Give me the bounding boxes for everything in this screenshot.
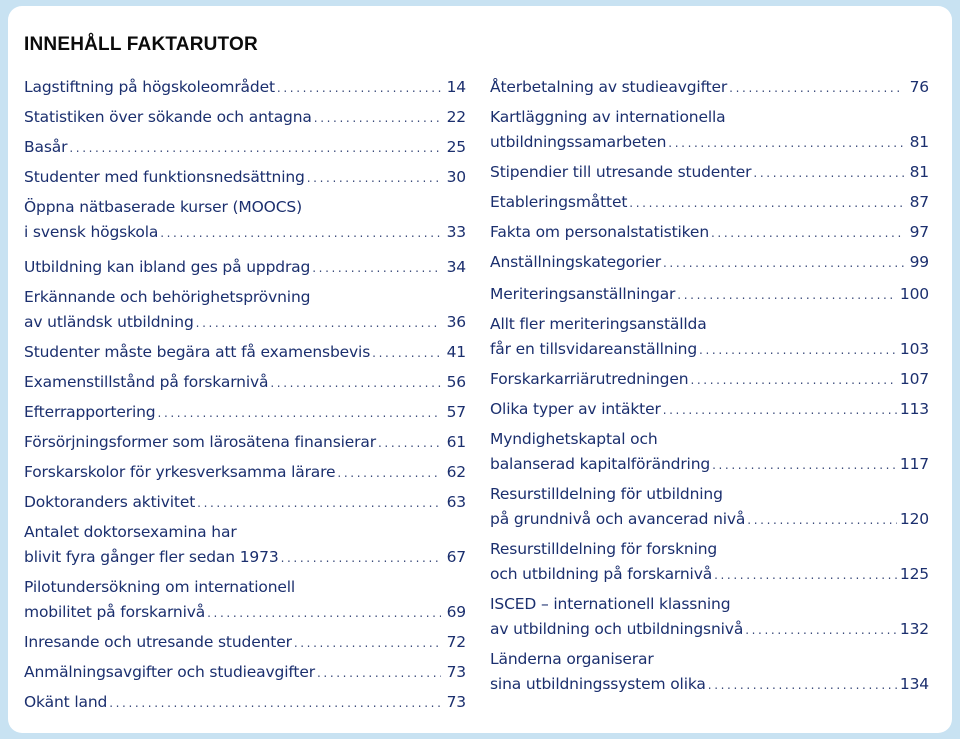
dot-leader	[729, 76, 904, 101]
toc-entry-title: Olika typer av intäkter	[490, 400, 661, 418]
toc-page-number: 134	[899, 674, 929, 693]
toc-page-number: 73	[446, 663, 466, 681]
dot-leader	[158, 401, 441, 426]
toc-page-number: 76	[909, 78, 929, 96]
toc-entry[interactable]	[24, 75, 466, 101]
toc-entry-last-line	[24, 75, 466, 101]
toc-entry[interactable]	[24, 285, 466, 335]
dot-leader	[690, 368, 896, 393]
toc-entry-title-line: Pilotundersökning om internationell	[24, 578, 296, 596]
toc-entry[interactable]	[490, 367, 929, 393]
toc-entry-last-line	[490, 562, 929, 588]
toc-page-number: 67	[446, 547, 466, 566]
toc-entry[interactable]	[490, 397, 929, 423]
toc-entry[interactable]	[24, 690, 466, 716]
dot-leader	[207, 601, 441, 626]
toc-entry-last-line	[490, 75, 929, 101]
toc-page-number: 33	[446, 222, 466, 241]
toc-entry-last-line	[490, 337, 929, 363]
toc-entry-title: Etableringsmåttet	[490, 193, 628, 211]
toc-entry[interactable]	[24, 430, 466, 456]
toc-entry[interactable]	[24, 195, 466, 245]
toc-entry-last-line	[24, 165, 466, 191]
toc-entry-title: Forskarkarriärutredningen	[490, 370, 689, 388]
toc-entry-last-line	[490, 617, 929, 643]
toc-entry-last-line	[24, 135, 466, 161]
dot-leader	[711, 221, 904, 246]
dot-leader	[160, 221, 441, 246]
toc-entry-title: av utländsk utbildning	[24, 312, 194, 331]
toc-entry-last-line	[490, 250, 929, 276]
toc-entry[interactable]	[24, 490, 466, 516]
toc-entry-title: Fakta om personalstatistiken	[490, 223, 709, 241]
toc-page-number: 36	[446, 312, 466, 331]
toc-page-number: 63	[446, 493, 466, 511]
toc-page-number: 132	[899, 619, 929, 638]
toc-page-number: 22	[446, 108, 466, 126]
toc-entry[interactable]	[490, 250, 929, 276]
toc-entry-last-line	[490, 160, 929, 186]
dot-leader	[294, 631, 441, 656]
toc-entry[interactable]	[490, 592, 929, 642]
toc-entry-title: får en tillsvidareanställning	[490, 339, 698, 358]
toc-entry-last-line	[24, 255, 466, 281]
page-title: INNEHÅLL FAKTARUTOR	[24, 34, 258, 55]
toc-entry[interactable]	[24, 255, 466, 281]
toc-page-number: 117	[899, 454, 929, 473]
toc-page-number: 87	[909, 193, 929, 211]
toc-entry-title: Försörjningsformer som lärosätena finansierar	[24, 433, 376, 451]
dot-leader	[307, 166, 441, 191]
toc-entry[interactable]	[24, 370, 466, 396]
dot-leader	[312, 256, 441, 281]
toc-page-number: 61	[446, 433, 466, 451]
toc-entry-title: Anmälningsavgifter och studieavgifter	[24, 663, 315, 681]
toc-entry-title: och utbildning på forskarnivå	[490, 564, 713, 583]
dot-leader	[270, 371, 441, 396]
toc-entry-last-line	[24, 370, 466, 396]
toc-entry-last-line	[490, 190, 929, 216]
toc-entry-last-line	[24, 630, 466, 656]
dot-leader	[281, 546, 441, 571]
dot-leader	[277, 76, 441, 101]
toc-entry-last-line	[24, 600, 466, 626]
dot-leader	[196, 311, 441, 336]
toc-entry-title: Forskarskolor för yrkesverksamma lärare	[24, 463, 336, 481]
toc-entry-title: Återbetalning av studieavgifter	[490, 78, 728, 96]
dot-leader	[677, 283, 897, 308]
toc-page-number: 62	[446, 463, 466, 481]
toc-entry-title: Basår	[24, 138, 68, 156]
toc-entry-title: sina utbildningssystem olika	[490, 674, 706, 693]
dot-leader	[197, 491, 441, 516]
toc-page-number: 107	[899, 370, 929, 388]
toc-page-number: 14	[446, 78, 466, 96]
toc-entry-last-line	[24, 460, 466, 486]
toc-entry-last-line	[24, 430, 466, 456]
toc-page-number: 97	[909, 223, 929, 241]
toc-entry[interactable]	[24, 340, 466, 366]
toc-entry[interactable]	[24, 135, 466, 161]
toc-entry-title-line: Resurstilldelning för utbildning	[490, 485, 723, 503]
toc-entry[interactable]	[24, 105, 466, 131]
toc-entry[interactable]	[24, 520, 466, 570]
toc-page-number: 113	[899, 400, 929, 418]
toc-entry-title-line: Antalet doktorsexamina har	[24, 523, 237, 541]
toc-page-number: 81	[909, 163, 929, 181]
toc-entry[interactable]	[24, 575, 466, 625]
toc-page-number: 69	[446, 602, 466, 621]
toc-entry[interactable]	[490, 647, 929, 697]
toc-entry[interactable]	[490, 427, 929, 477]
toc-entry-title: Lagstiftning på högskoleområdet	[24, 78, 275, 96]
dot-leader	[378, 431, 441, 456]
toc-entry-last-line	[24, 400, 466, 426]
toc-entry-title: Efterrapportering	[24, 403, 156, 421]
toc-entry-last-line	[490, 397, 929, 423]
toc-page-number: 41	[446, 343, 466, 361]
toc-entry[interactable]	[24, 400, 466, 426]
dot-leader	[747, 508, 897, 533]
toc-page-number: 81	[909, 132, 929, 151]
toc-page-number: 25	[446, 138, 466, 156]
toc-page-number: 100	[899, 285, 929, 303]
toc-entry[interactable]	[490, 105, 929, 155]
toc-entry-last-line	[24, 660, 466, 686]
toc-entry-last-line	[490, 130, 929, 156]
toc-page-number: 34	[446, 258, 466, 276]
toc-page-number: 30	[446, 168, 466, 186]
toc-entry-title: Okänt land	[24, 693, 108, 711]
toc-page-number: 56	[446, 373, 466, 391]
toc-entry-title: mobilitet på forskarnivå	[24, 602, 206, 621]
toc-page-number: 120	[899, 509, 929, 528]
toc-entry[interactable]	[490, 75, 929, 101]
toc-entry-title: av utbildning och utbildningsnivå	[490, 619, 744, 638]
toc-page-number: 99	[909, 253, 929, 271]
dot-leader	[337, 461, 441, 486]
toc-entry-last-line	[490, 507, 929, 533]
toc-entry-last-line	[490, 220, 929, 246]
toc-entry[interactable]	[490, 482, 929, 532]
toc-entry-title-line: Kartläggning av internationella	[490, 108, 726, 126]
dot-leader	[314, 106, 441, 131]
toc-entry[interactable]	[490, 220, 929, 246]
toc-entry[interactable]	[490, 282, 929, 308]
toc-entry-last-line	[490, 672, 929, 698]
toc-entry-title: Stipendier till utresande studenter	[490, 163, 752, 181]
toc-entry-title: i svensk högskola	[24, 222, 159, 241]
toc-entry-title: Meriteringsanställningar	[490, 285, 676, 303]
toc-entry-title: Examenstillstånd på forskarnivå	[24, 373, 269, 391]
toc-page-number: 103	[899, 339, 929, 358]
toc-entry-title: Utbildning kan ibland ges på uppdrag	[24, 258, 311, 276]
toc-entry-last-line	[24, 545, 466, 571]
toc-page-number: 72	[446, 633, 466, 651]
toc-entry-title: Inresande och utresande studenter	[24, 633, 292, 651]
toc-entry-title-line: Länderna organiserar	[490, 650, 654, 668]
toc-entry-last-line	[490, 282, 929, 308]
dot-leader	[317, 661, 441, 686]
toc-entry-title: på grundnivå och avancerad nivå	[490, 509, 746, 528]
dot-leader	[663, 251, 904, 276]
toc-page-number: 57	[446, 403, 466, 421]
toc-entry-last-line	[24, 690, 466, 716]
toc-entry-title: Studenter med funktionsnedsättning	[24, 168, 305, 186]
toc-entry-title: blivit fyra gånger fler sedan 1973	[24, 547, 279, 566]
toc-entry-last-line	[24, 340, 466, 366]
toc-entry-title-line: ISCED – internationell klassning	[490, 595, 731, 613]
toc-page-number: 73	[446, 693, 466, 711]
dot-leader	[668, 131, 904, 156]
toc-entry-last-line	[24, 105, 466, 131]
dot-leader	[699, 338, 897, 363]
toc-entry[interactable]	[24, 165, 466, 191]
toc-page-number: 125	[899, 564, 929, 583]
toc-entry[interactable]	[490, 537, 929, 587]
toc-entry[interactable]	[490, 312, 929, 362]
toc-entry-title: Statistiken över sökande och antagna	[24, 108, 312, 126]
toc-entry[interactable]	[24, 660, 466, 686]
dot-leader	[712, 453, 897, 478]
toc-entry-title: Doktoranders aktivitet	[24, 493, 196, 511]
dot-leader	[109, 691, 441, 716]
dot-leader	[745, 618, 897, 643]
dot-leader	[753, 161, 904, 186]
toc-entry-title-line: Erkännande och behörighetsprövning	[24, 288, 311, 306]
toc-entry-last-line	[24, 310, 466, 336]
toc-entry[interactable]	[490, 160, 929, 186]
toc-entry-title-line: Resurstilldelning för forskning	[490, 540, 718, 558]
toc-entry-last-line	[24, 220, 466, 246]
toc-entry-last-line	[24, 490, 466, 516]
dot-leader	[372, 341, 441, 366]
toc-entry-title: utbildningssamarbeten	[490, 132, 667, 151]
toc-entry-title: Anställningskategorier	[490, 253, 661, 271]
toc-entry-last-line	[490, 452, 929, 478]
toc-entry-title: Studenter måste begära att få examensbevis	[24, 343, 371, 361]
dot-leader	[69, 136, 441, 161]
toc-entry-title-line: Allt fler meriteringsanställda	[490, 315, 707, 333]
toc-entry[interactable]	[24, 460, 466, 486]
toc-entry-last-line	[490, 367, 929, 393]
dot-leader	[629, 191, 904, 216]
toc-entry-title: balanserad kapitalförändring	[490, 454, 711, 473]
dot-leader	[708, 673, 897, 698]
toc-entry[interactable]	[490, 190, 929, 216]
toc-entry-title-line: Myndighetskaptal och	[490, 430, 658, 448]
toc-entry[interactable]	[24, 630, 466, 656]
dot-leader	[714, 563, 897, 588]
toc-entry-title-line: Öppna nätbaserade kurser (MOOCS)	[24, 198, 302, 216]
dot-leader	[663, 398, 897, 423]
